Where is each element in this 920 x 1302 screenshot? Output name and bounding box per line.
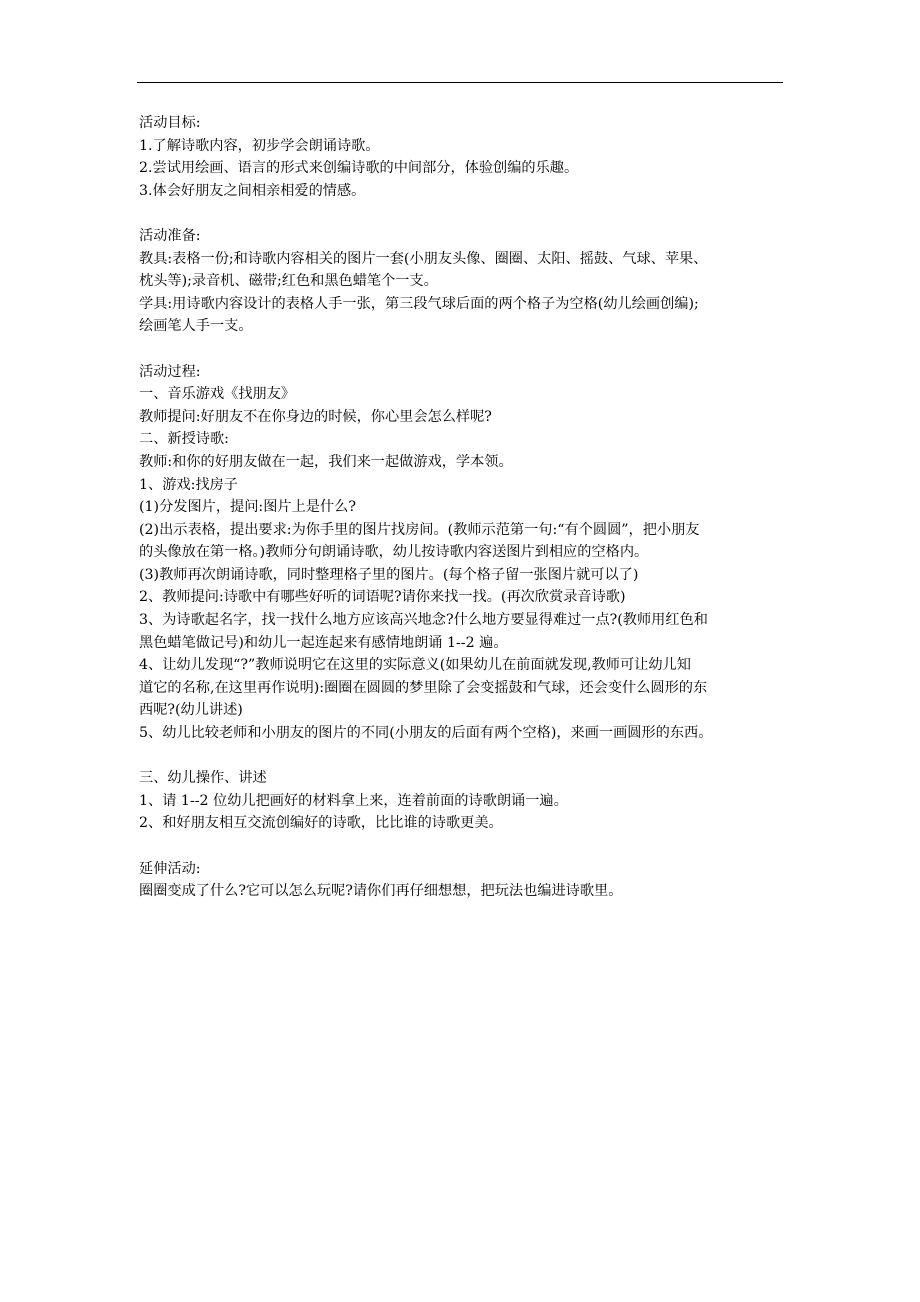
objectives-section xyxy=(139,112,799,202)
operation-line: 2、和好朋友相互交流创编好的诗歌，比比谁的诗歌更美。 xyxy=(139,815,503,832)
process-line: 2、教师提问:诗歌中有哪些好听的词语呢?请你来找一找。(再次欣赏录音诗歌) xyxy=(139,589,626,606)
preparation-line: 枕头等);录音机、磁带;红色和黑色蜡笔个一支。 xyxy=(139,273,438,290)
process-line: 西呢?(幼儿讲述) xyxy=(139,702,243,719)
spacer xyxy=(139,338,799,361)
process-line: (1)分发图片，提问:图片上是什么? xyxy=(139,499,356,516)
process-line: 5、幼儿比较老师和小朋友的图片的不同(小朋友的后面有两个空格)，来画一画圆形的东西。 xyxy=(139,725,713,742)
process-line: 3、为诗歌起名字，找一找什么地方应该高兴地念?什么地方要显得难过一点?(教师用红色和 xyxy=(139,612,708,629)
process-section xyxy=(139,361,799,745)
preparation-line: 学具:用诗歌内容设计的表格人手一张，第三段气球后面的两个格子为空格(幼儿绘画创编); xyxy=(139,295,699,312)
operation-line: 1、请 1--2 位幼儿把画好的材料拿上来，连着前面的诗歌朗诵一遍。 xyxy=(139,792,568,809)
process-heading: 活动过程: xyxy=(139,363,201,380)
extension-heading: 延伸活动: xyxy=(139,860,201,877)
extension-line: 圈圈变成了什么?它可以怎么玩呢?请你们再仔细想想，把玩法也编进诗歌里。 xyxy=(139,883,623,900)
process-line: 4、让幼儿发现“?”教师说明它在这里的实际意义(如果幼儿在前面就发现,教师可让幼儿知 xyxy=(139,657,691,674)
spacer xyxy=(139,745,799,768)
preparation-line: 教具:表格一份;和诗歌内容相关的图片一套(小朋友头像、圈圈、太阳、摇鼓、气球、苹果、 xyxy=(139,250,708,267)
objective-item: 3.体会好朋友之间相亲相爱的情感。 xyxy=(139,182,366,199)
operation-section xyxy=(139,767,799,835)
process-line: 教师:和你的好朋友做在一起，我们来一起做游戏，学本领。 xyxy=(139,453,513,470)
preparation-section xyxy=(139,225,799,338)
preparation-heading: 活动准备: xyxy=(139,227,201,244)
process-line: 一、音乐游戏《找朋友》 xyxy=(139,386,296,403)
spacer xyxy=(139,202,799,225)
objectives-heading: 活动目标: xyxy=(139,115,201,131)
process-line: 的头像放在第一格。)教师分句朗诵诗歌，幼儿按诗歌内容送图片到相应的空格内。 xyxy=(139,544,649,561)
process-line: 黑色蜡笔做记号)和幼儿一起连起来有感情地朗诵 1--2 遍。 xyxy=(139,634,508,651)
extension-section xyxy=(139,858,799,903)
spacer xyxy=(139,835,799,858)
process-line: 1、游戏:找房子 xyxy=(139,476,238,493)
header-rule xyxy=(137,82,783,83)
process-line: 道它的名称,在这里再作说明):圈圈在圆圆的梦里除了会变摇鼓和气球，还会变什么圆形的东 xyxy=(139,679,708,696)
process-line: (2)出示表格，提出要求:为你手里的图片找房间。(教师示范第一句:“有个圆圆”，把小朋友 xyxy=(139,521,700,538)
process-line: 教师提问:好朋友不在你身边的时候，你心里会怎么样呢? xyxy=(139,408,492,425)
preparation-line: 绘画笔人手一支。 xyxy=(139,318,253,335)
objective-item: 1.了解诗歌内容，初步学会朗诵诗歌。 xyxy=(139,137,380,154)
document-body xyxy=(139,112,799,903)
operation-heading: 三、幼儿操作、讲述 xyxy=(139,770,267,787)
objective-item: 2.尝试用绘画、语言的形式来创编诗歌的中间部分，体验创编的乐趣。 xyxy=(139,160,579,177)
process-line: (3)教师再次朗诵诗歌，同时整理格子里的图片。(每个格子留一张图片就可以了) xyxy=(139,566,639,583)
process-line: 二、新授诗歌: xyxy=(139,431,229,448)
